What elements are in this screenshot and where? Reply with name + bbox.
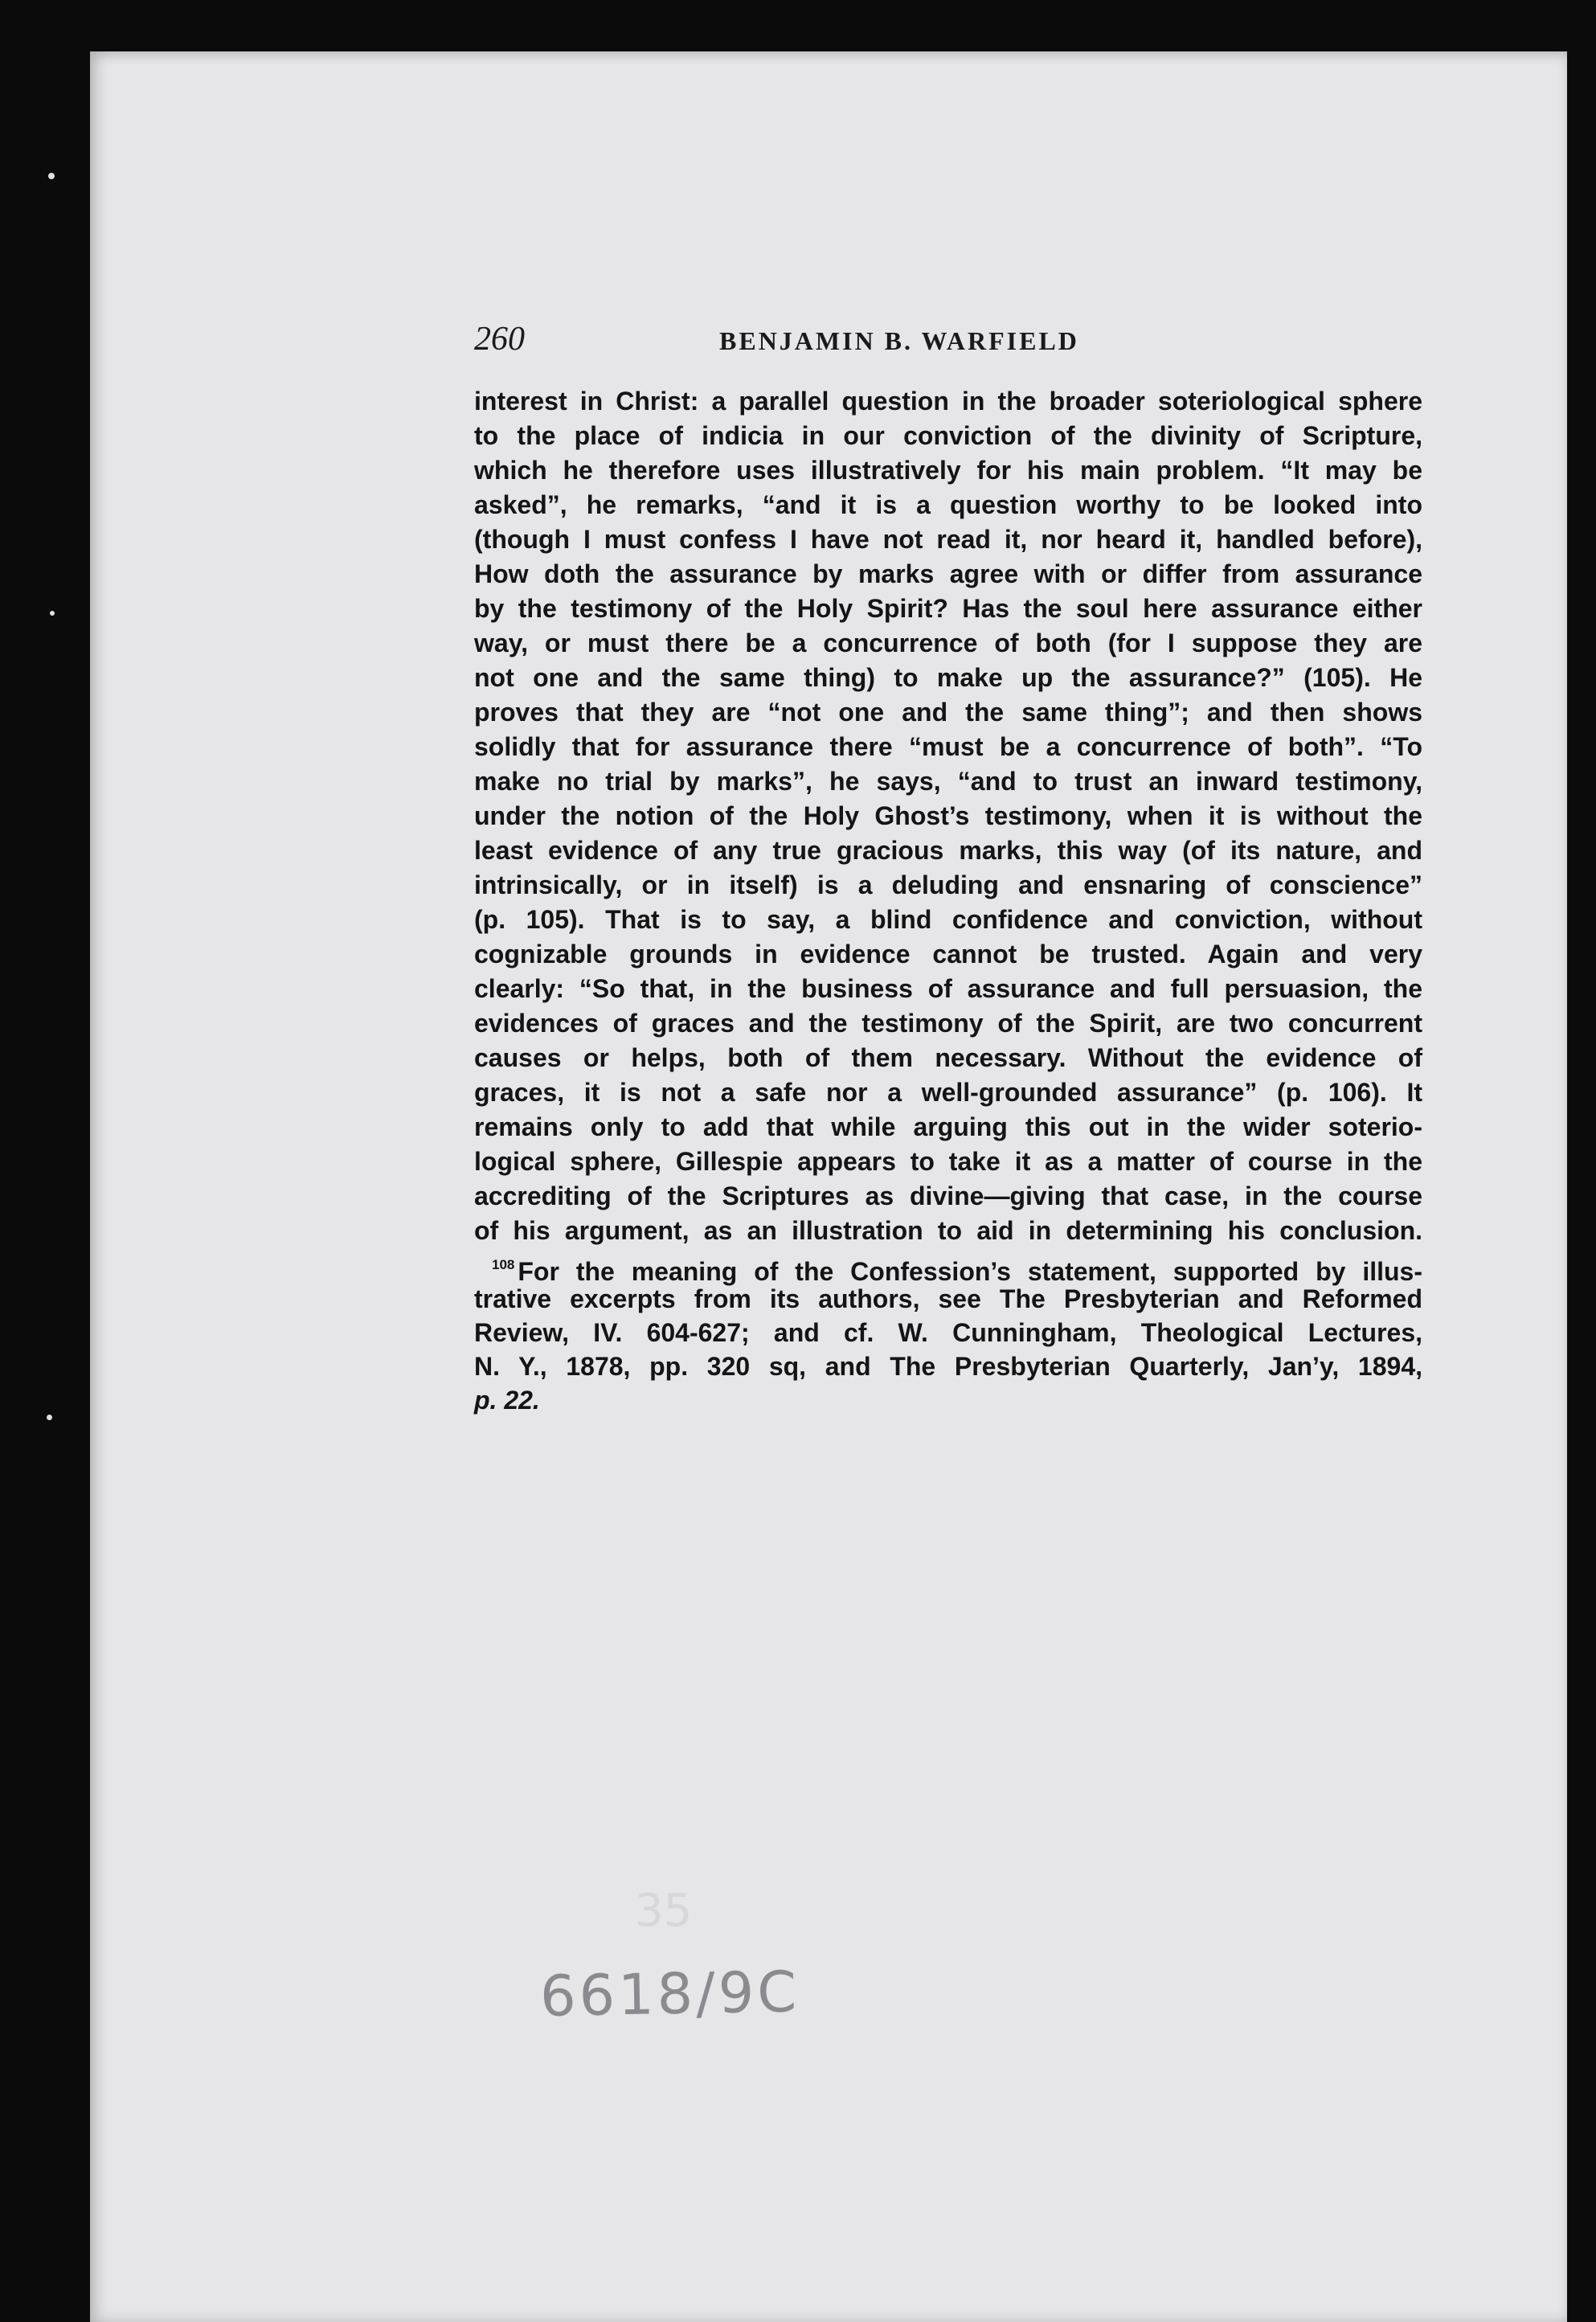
body-line: causes or helps, both of them necessary. Without the evidence of [474,1043,1422,1072]
body-line: by the testimony of the Holy Spirit? Has the soul here assurance either [474,594,1422,623]
body-line: asked”, he remarks, “and it is a question worthy to be looked into [474,490,1422,519]
body-line: which he therefore uses illustratively for his main problem. “It may be [474,456,1422,485]
body-line: least evidence of any true gracious marks, this way (of its nature, and [474,836,1422,865]
body-line: intrinsically, or in itself) is a deluding and ensnaring of conscience” [474,870,1422,899]
body-line: of his argument, as an illustration to aid in determining his conclusion. [474,1216,1422,1245]
body-text [474,384,1422,1417]
footnote-line: N. Y., 1878, pp. 320 sq, and The Presbyterian Quarterly, Jan’y, 1894, [474,1352,1422,1381]
footnote-line: Review, IV. 604-627; and cf. W. Cunningham, Theological Lectures, [474,1318,1422,1347]
body-line: logical sphere, Gillespie appears to take it as a matter of course in the [474,1147,1422,1176]
scan-speck [48,173,55,179]
body-line: (p. 105). That is to say, a blind confidence and conviction, without [474,905,1422,934]
body-line: solidly that for assurance there “must be a concurrence of both”. “To [474,732,1422,761]
body-line: graces, it is not a safe nor a well-grounded assurance” (p. 106). It [474,1078,1422,1107]
body-line: clearly: “So that, in the business of assurance and full persuasion, the [474,974,1422,1003]
body-line: way, or must there be a concurrence of both (for I suppose they are [474,629,1422,657]
body-line: cognizable grounds in evidence cannot be trusted. Again and very [474,940,1422,969]
body-line: make no trial by marks”, he says, “and to trust an inward testimony, [474,767,1422,796]
body-line: to the place of indicia in our conviction of the divinity of Scripture, [474,421,1422,450]
body-line: accrediting of the Scriptures as divine—giving that case, in the course [474,1181,1422,1210]
footnote-line [474,1248,1422,1286]
body-line: remains only to add that while arguing this out in the wider soterio- [474,1112,1422,1141]
body-line: not one and the same thing) to make up the assurance?” (105). He [474,663,1422,692]
footnote-line: p. 22. [474,1386,540,1415]
footnote-line: trative excerpts from its authors, see The Presbyterian and Reformed [474,1284,1422,1313]
body-line: evidences of graces and the testimony of the Spirit, are two concurrent [474,1009,1422,1038]
page-header [474,320,1422,368]
scan-speck [47,1415,52,1420]
faint-stamp: 35 [635,1885,693,1937]
body-line: interest in Christ: a parallel question in the broader soteriological sphere [474,387,1422,416]
body-line: (though I must confess I have not read it, nor heard it, handled before), [474,525,1422,554]
running-head: BENJAMIN B. WARFIELD [719,326,1079,355]
body-line: proves that they are “not one and the same thing”; and then shows [474,698,1422,727]
body-line: How doth the assurance by marks agree with or differ from assurance [474,559,1422,588]
handwritten-note: 6618/9C [539,1959,800,2029]
body-line: under the notion of the Holy Ghost’s testimony, when it is without the [474,801,1422,830]
footnote [474,1248,1422,1417]
page-number: 260 [474,321,525,358]
footnote-text: For the meaning of the Confession’s statement, supported by illus- [518,1257,1422,1286]
scan-speck [50,611,55,616]
footnote-marker: 108 [492,1257,515,1272]
